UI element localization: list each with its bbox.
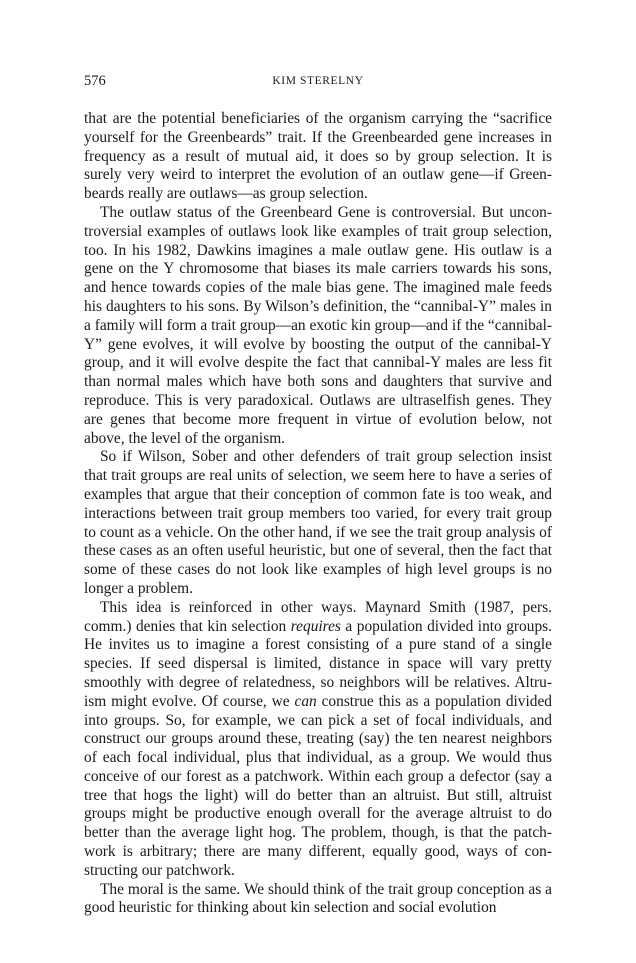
emphasis-requires: requires [290,617,341,635]
paragraph-4 [84,599,552,881]
body-text [84,110,552,918]
page-number: 576 [84,73,106,89]
running-title: KIM STERELNY [272,75,364,87]
paragraph-text: The moral is the same. We should think of the trait group conception as a good heuristic for thinking about kin selection and social evolution [84,880,552,917]
paragraph-text: construe this as a population divided into groups. So, for example, we can pick a set of focal individuals, and construct our groups around these, treating (say) the ten nearest neighbors of each focal individual, plus that individual, as a group. We would thus conceive of our forest as a patchwork. Within each group a defector (say a tree that hogs the light) will do better than an altruist. But still, altruist groups might be productive enough overall for the average altruist to do better than the average light hog. The problem, though, is that the patch-work is arbitrary; there are many different, equally good, ways of con-structing our patchwork. [84,692,552,879]
paragraph-text: The outlaw status of the Greenbeard Gene is controversial. But uncon-troversial examples of outlaws look like examples of trait group selection, too. In his 1982, Dawkins imagines a male outlaw gene. His outlaw is a gene on the Y chromosome that biases its male carriers towards his sons, and hence towards copies of the male bias gene. The imagined male feeds his daughters to his sons. By Wilson’s definition, the “cannibal-Y” males in a family will form a trait group—an exotic kin group—and if the “cannibal-Y” gene evolves, it will evolve by boosting the output of the cannibal-Y group, and it will evolve despite the fact that cannibal-Y males are less fit than normal males which have both sons and daughters that survive and reproduce. This is very paradoxical. Outlaws are ultraselfish genes. They are genes that become more frequent in virtue of evolution below, not above, the level of the organism. [84,203,552,447]
paragraph-2 [84,204,552,448]
paragraph-text: a population divided into groups. He invites us to imagine a forest consisting of a pure stand of a single species. If seed dispersal is limited, distance in space will vary pretty smoothly with degree of relatedness, so neighbors will be relatives. Altru-ism might evolve. Of course, we [84,617,552,710]
paragraph-1 [84,110,552,204]
emphasis-can: can [294,692,317,710]
paragraph-text: So if Wilson, Sober and other defenders of trait group selection insist that trait groups are real units of selection, we seem here to have a series of examples that argue that their conception of common fate is too weak, and interactions between trait group members too varied, for every trait group to count as a vehicle. On the other hand, if we see the trait group analysis of these cases as an often useful heuristic, but one of several, then the fact that some of these cases do not look like examples of high level groups is no longer a problem. [84,448,552,597]
paragraph-3 [84,448,552,598]
paragraph-5 [84,881,552,919]
paragraph-text: that are the potential beneficiaries of the organism carrying the “sacrifice yourself for the Greenbeards” trait. If the Greenbearded gene increases in frequency as a result of mutual aid, it does so by group selection. It is surely very weird to interpret the evolution of an outlaw gene—if Green-beards really are outlaws—as group selection. [84,110,552,203]
running-head [84,71,552,91]
paragraph-text: This idea is reinforced in other ways. Maynard Smith (1987, pers. comm.) denies that kin selection [84,598,552,635]
